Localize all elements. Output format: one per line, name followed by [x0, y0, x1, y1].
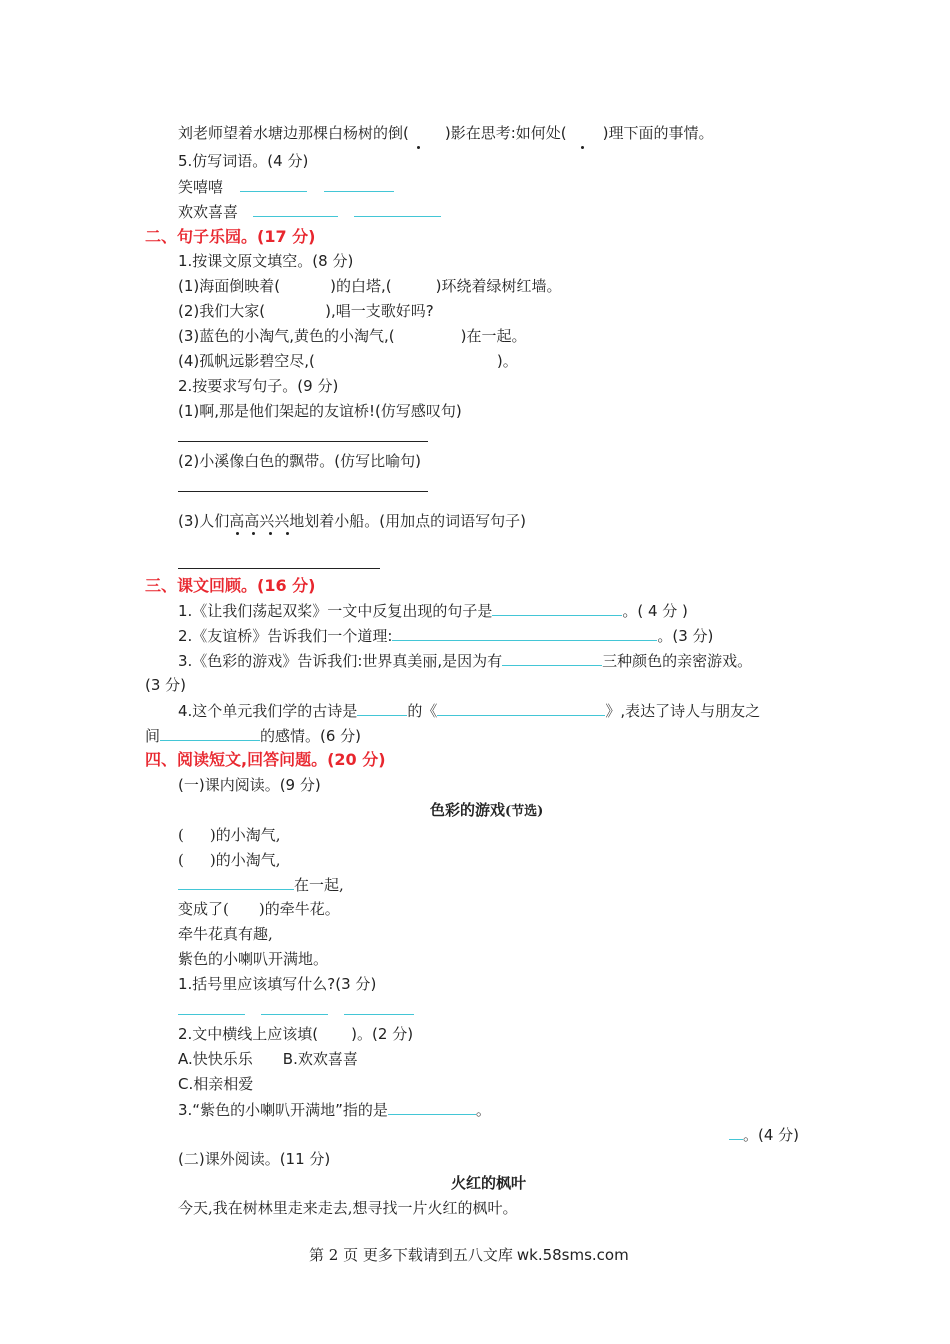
passage-2-line-1: 今天,我在树林里走来走去,想寻找一片火红的枫叶。 — [178, 1199, 518, 1217]
fill-2 — [178, 301, 434, 321]
text-part: )环绕着绿树红墙。 — [435, 277, 562, 295]
answer-blank[interactable] — [324, 176, 394, 192]
text-part: 1.《让我们荡起双桨》一文中反复出现的句子是 — [178, 602, 493, 620]
answer-blank[interactable] — [344, 999, 414, 1015]
page-footer — [309, 1245, 629, 1265]
word: 欢欢喜喜 — [178, 203, 239, 221]
text-part: )。(2 分) — [351, 1025, 414, 1043]
reading-q2-options-1 — [178, 1049, 358, 1069]
text-part: 。(4 分) — [743, 1126, 800, 1144]
review-4 — [178, 700, 760, 721]
answer-blank[interactable] — [437, 700, 605, 716]
answer-blank[interactable] — [178, 874, 294, 890]
poem-line-5: 牵牛花真有趣, — [178, 925, 273, 943]
question-2-2: 2.按要求写句子。(9 分) — [178, 377, 339, 395]
review-3-score: (3 分) — [145, 676, 187, 694]
text-part: )的小淘气, — [209, 826, 281, 844]
text-part: 。( 4 分 ) — [622, 602, 688, 620]
text-part: 。 — [475, 1101, 491, 1119]
title-sub: (节选) — [505, 804, 544, 819]
reading-q3 — [178, 1099, 491, 1120]
review-1 — [178, 600, 688, 621]
answer-line[interactable] — [178, 441, 428, 442]
text-part: 4.这个单元我们学的古诗是 — [178, 702, 358, 720]
option-b[interactable]: B.欢欢喜喜 — [282, 1050, 358, 1068]
text-part: 三种颜色的亲密游戏。 — [602, 652, 753, 670]
poem-line-1 — [178, 825, 280, 845]
text-part: 。(3 分) — [657, 627, 714, 645]
text-part: 2.《友谊桥》告诉我们一个道理: — [178, 627, 393, 645]
sentence-task-3: (3)人们高高兴兴地划着小船。(用加点的词语写句子) — [178, 512, 526, 530]
poem-line-6: 紫色的小喇叭开满地。 — [178, 950, 329, 968]
text-part: (1)海面倒映着( — [178, 277, 281, 295]
poem-line-3 — [178, 874, 344, 895]
reading-q1-blanks — [178, 999, 414, 1020]
text-part: 2.文中横线上应该填( — [178, 1025, 319, 1043]
text-part: 3.《色彩的游戏》告诉我们:世界真美丽,是因为有 — [178, 652, 503, 670]
fill-4 — [178, 351, 518, 371]
text-part: )的小淘气, — [209, 851, 281, 869]
emphasis-dot — [581, 146, 584, 149]
answer-blank[interactable] — [388, 1099, 476, 1115]
fill-3 — [178, 326, 527, 346]
option-a[interactable]: A.快快乐乐 — [178, 1050, 253, 1068]
emphasis-dot — [286, 532, 289, 535]
text-part: (2)我们大家( — [178, 302, 266, 320]
text-part: )。 — [496, 352, 518, 370]
question-2-1: 1.按课文原文填空。(8 分) — [178, 252, 354, 270]
text-part: )在一起。 — [460, 327, 527, 345]
text-part: )的白塔,( — [330, 277, 392, 295]
reading-q3-score — [729, 1124, 799, 1145]
text-part: 刘老师望着水塘边那棵白杨树的倒( — [178, 124, 409, 142]
reading-q2-option-c[interactable]: C.相亲相爱 — [178, 1075, 254, 1093]
answer-blank[interactable] — [253, 201, 338, 217]
answer-line[interactable] — [178, 491, 428, 492]
section-4-heading: 四、阅读短文,回答问题。(20 分) — [145, 750, 386, 769]
text-part: 的感情。(6 分) — [260, 727, 362, 745]
reading-q1: 1.括号里应该填写什么?(3 分) — [178, 975, 377, 993]
word-huanhuanxixi — [178, 201, 441, 222]
sentence-task-2: (2)小溪像白色的飘带。(仿写比喻句) — [178, 452, 421, 470]
text-part: ( — [178, 851, 184, 869]
text-part: 3.“紫色的小喇叭开满地”指的是 — [178, 1101, 388, 1119]
answer-blank[interactable] — [357, 700, 407, 716]
answer-blank[interactable] — [160, 725, 260, 741]
answer-blank[interactable] — [492, 600, 622, 616]
word: 笑嘻嘻 — [178, 178, 224, 196]
answer-line[interactable] — [178, 568, 380, 569]
text-part: 的《 — [407, 702, 438, 720]
text-part: )理下面的事情。 — [602, 124, 714, 142]
poem-line-2 — [178, 850, 280, 870]
answer-blank[interactable] — [261, 999, 328, 1015]
review-4-cont — [145, 725, 361, 746]
sentence-task-1: (1)啊,那是他们架起的友谊桥!(仿写感叹句) — [178, 402, 462, 420]
footer-link[interactable]: wk.58sms.com — [516, 1246, 629, 1264]
text-part: )影在思考:如何处( — [444, 124, 567, 142]
answer-blank[interactable] — [354, 201, 441, 217]
emphasis-dot — [417, 146, 420, 149]
poem-line-4 — [178, 899, 340, 919]
answer-blank[interactable] — [729, 1124, 743, 1140]
title-main: 色彩的游戏 — [430, 801, 506, 819]
text-part: 变成了( — [178, 900, 229, 918]
question-5: 5.仿写词语。(4 分) — [178, 152, 309, 170]
reading-2-heading: (二)课外阅读。(11 分) — [178, 1150, 331, 1168]
text-part: 间 — [145, 727, 161, 745]
passage-1-title — [430, 800, 543, 822]
text-part: (3)蓝色的小淘气,黄色的小淘气,( — [178, 327, 395, 345]
section-2-heading: 二、句子乐园。(17 分) — [145, 227, 316, 246]
word-xiaoxixi — [178, 176, 394, 197]
text-part: ),唱一支歌好吗? — [325, 302, 434, 320]
answer-blank[interactable] — [502, 650, 602, 666]
sentence-poplar — [178, 123, 713, 143]
fill-1 — [178, 276, 561, 296]
text-part: 》,表达了诗人与朋友之 — [605, 702, 761, 720]
footer-text: 第 2 页 更多下载请到五八文库 — [309, 1246, 513, 1264]
emphasis-dot — [269, 532, 272, 535]
answer-blank[interactable] — [392, 625, 657, 641]
passage-2-title: 火红的枫叶 — [451, 1174, 527, 1192]
answer-blank[interactable] — [240, 176, 307, 192]
emphasis-dot — [252, 532, 255, 535]
text-part: ( — [178, 826, 184, 844]
emphasis-dot — [236, 532, 239, 535]
section-3-heading: 三、课文回顾。(16 分) — [145, 576, 316, 595]
reading-1-heading: (一)课内阅读。(9 分) — [178, 776, 321, 794]
reading-q2 — [178, 1024, 413, 1044]
text-part: 在一起, — [294, 876, 344, 894]
review-2 — [178, 625, 713, 646]
answer-blank[interactable] — [178, 999, 245, 1015]
text-part: )的牵牛花。 — [258, 900, 340, 918]
review-3 — [178, 650, 752, 671]
text-part: (4)孤帆远影碧空尽,( — [178, 352, 315, 370]
